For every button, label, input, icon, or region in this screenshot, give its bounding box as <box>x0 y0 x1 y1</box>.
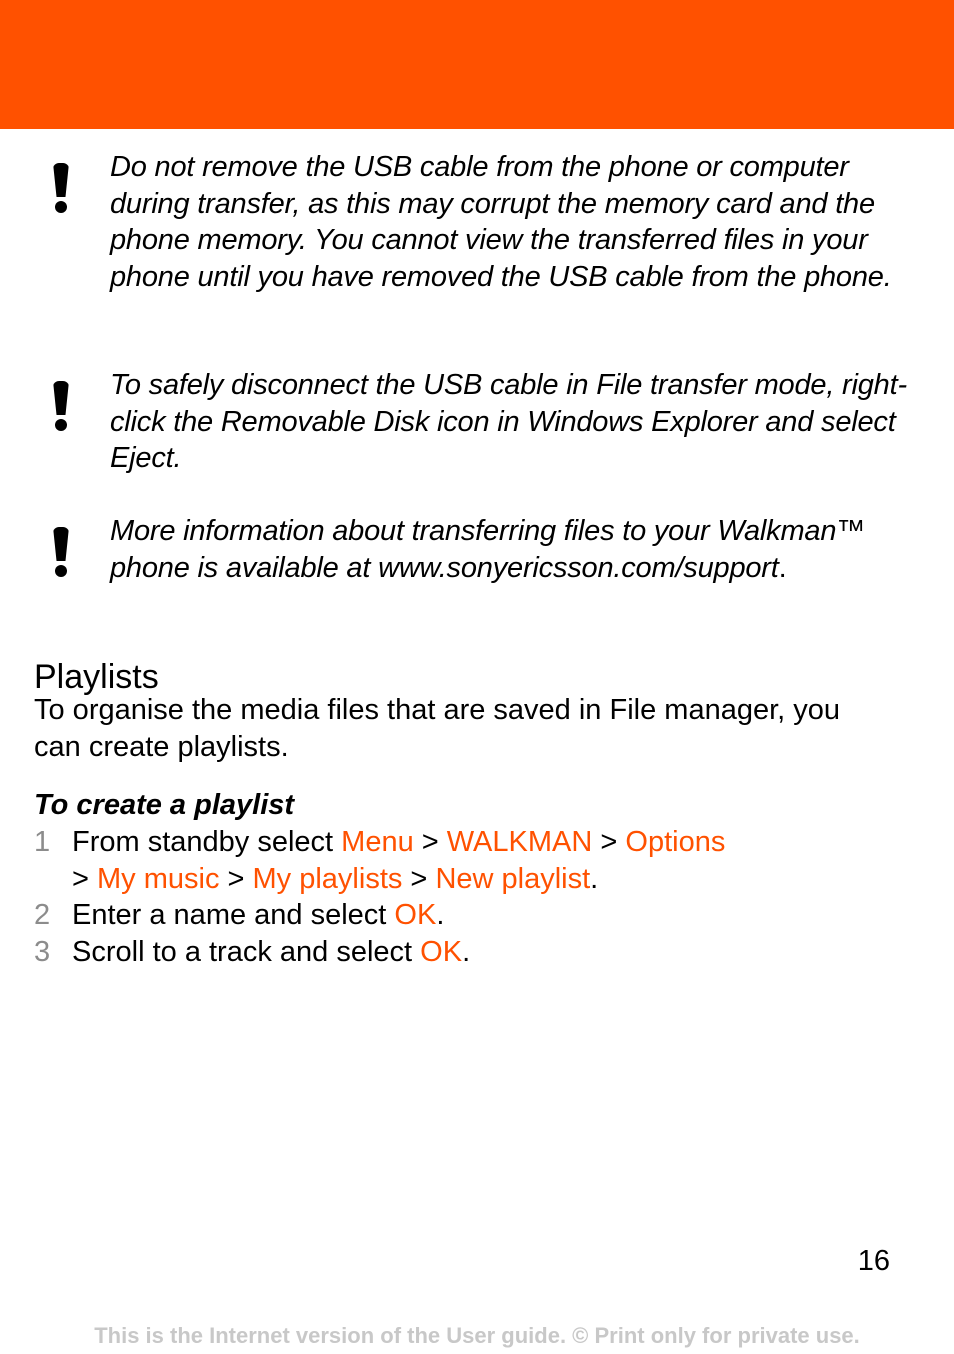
note-text-body: More information about transferring files to your Walkman™ phone is available at www.sonyericsson.com/support <box>110 515 866 584</box>
keyword-my-music: My music <box>97 862 220 895</box>
step-end: . <box>590 862 599 895</box>
keyword-menu: Menu <box>341 826 414 858</box>
keyword-options: Options <box>625 826 726 858</box>
step-text: From standby select <box>72 826 342 858</box>
path-separator: > <box>219 862 253 895</box>
step-item <box>34 824 914 897</box>
path-separator: > <box>413 826 447 858</box>
keyword-my-playlists: My playlists <box>252 862 403 895</box>
step-number: 1 <box>34 826 51 858</box>
section-intro: To organise the media files that are saved in File manager, you can create playlists. <box>34 694 841 763</box>
step-item <box>34 934 914 971</box>
note-text: Do not remove the USB cable from the phone or computer during transfer, as this may corrupt the memory card and the phone memory. You cannot view the transferred files in your phone until you have removed the USB cable from the phone. <box>110 151 892 293</box>
note-text <box>110 513 920 586</box>
step-item <box>34 897 914 934</box>
note-text-period: . <box>778 551 787 584</box>
warning-exclamation-icon <box>50 163 72 213</box>
step-number: 2 <box>34 899 51 931</box>
path-separator: > <box>72 862 97 895</box>
step-number: 3 <box>34 935 51 968</box>
keyword-ok: OK <box>420 935 463 968</box>
keyword-new-playlist: New playlist <box>435 862 591 895</box>
keyword-walkman: WALKMAN <box>446 826 593 858</box>
warning-exclamation-icon <box>50 381 72 431</box>
page-number: 16 <box>857 1245 890 1277</box>
path-separator: > <box>402 862 436 895</box>
step-end: . <box>436 899 445 931</box>
procedure-title: To create a playlist <box>34 789 295 821</box>
warning-exclamation-icon <box>50 527 72 577</box>
note-text: To safely disconnect the USB cable in File transfer mode, right-click the Removable Disk icon in Windows Explorer and select Eject. <box>110 369 907 474</box>
step-end: . <box>462 935 471 968</box>
path-separator: > <box>592 826 626 858</box>
header-band <box>0 0 954 129</box>
footer-notice: This is the Internet version of the User guide. © Print only for private use. <box>94 1323 860 1348</box>
procedure-steps <box>34 824 914 970</box>
section-title: Playlists <box>34 658 159 696</box>
step-text: Enter a name and select <box>72 899 395 931</box>
step-text: Scroll to a track and select <box>72 935 421 968</box>
keyword-ok: OK <box>394 899 437 931</box>
